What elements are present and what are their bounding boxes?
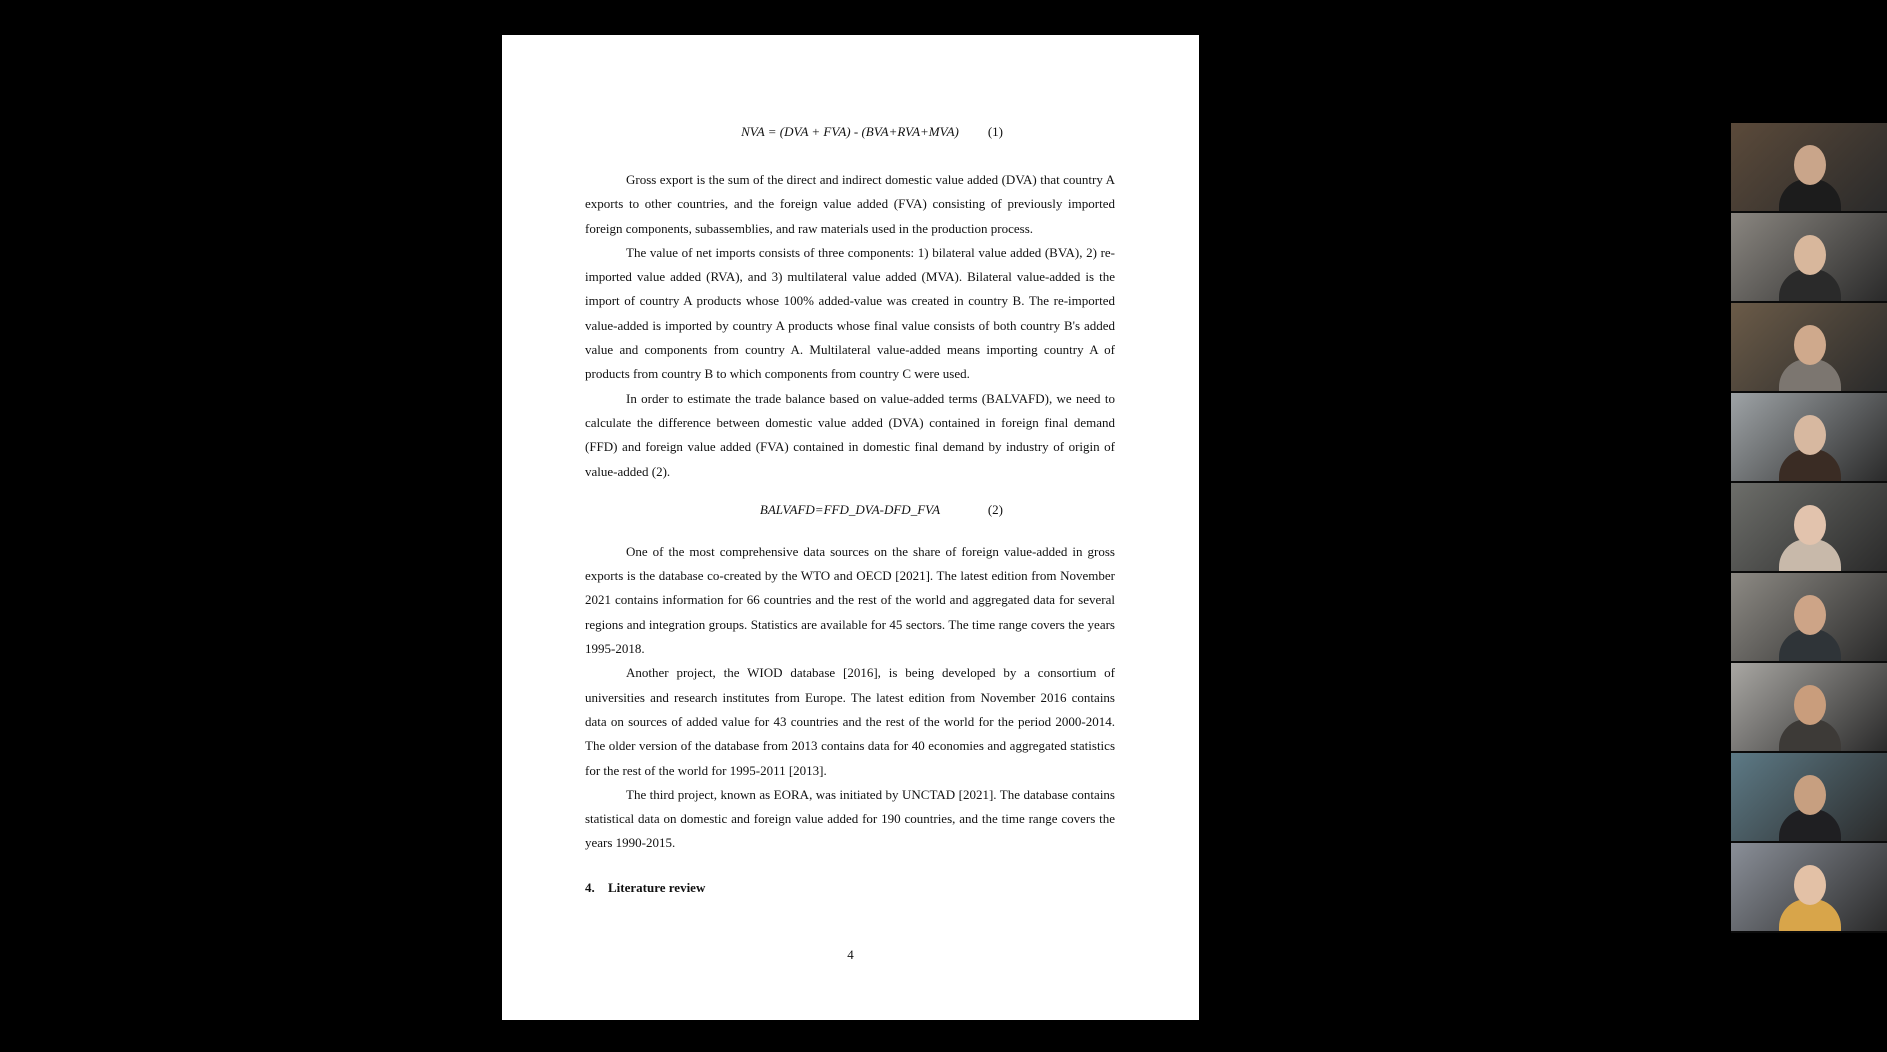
participant-face <box>1794 685 1826 725</box>
participant-video-tile[interactable] <box>1731 843 1887 931</box>
formula-1-number: (1) <box>987 124 1003 139</box>
participant-face <box>1794 505 1826 545</box>
formula-1-expression: NVA = (DVA + FVA) - (BVA+RVA+MVA) <box>741 124 959 139</box>
paragraph: Gross export is the sum of the direct and indirect domestic value added (DVA) that country A exports to other countries, and the foreign value added (FVA) consisting of previously imported foreign components, subassemblies, and raw materials used in the production process. <box>585 172 1115 236</box>
participant-video-tile[interactable] <box>1731 393 1887 481</box>
section-heading <box>585 876 1115 900</box>
participant-face <box>1794 325 1826 365</box>
paragraph: The third project, known as EORA, was initiated by UNCTAD [2021]. The database contains statistical data on domestic and foreign value added for 190 countries, and the time range covers the years 1990-2015. <box>585 786 1115 851</box>
participant-video-tile[interactable] <box>1731 123 1887 211</box>
section-title: Literature review <box>608 879 706 895</box>
formula-2-number: (2) <box>987 501 1003 517</box>
participant-video-tile[interactable] <box>1731 483 1887 571</box>
section-number: 4. <box>585 879 595 895</box>
participant-gallery[interactable] <box>1731 123 1887 933</box>
participant-face <box>1794 865 1826 905</box>
paragraph: Another project, the WIOD database [2016], is being developed by a consortium of universities and research institutes from Europe. The latest edition from November 2016 contains data on sources of added value for 43 countries and the rest of the world for the period 2000-2014. The older version of the database from 2013 contains data for 40 economies and aggregated statistics for the rest of the world for 1995-2011 [2013]. <box>585 665 1115 778</box>
participant-video-tile[interactable] <box>1731 753 1887 841</box>
paragraph: One of the most comprehensive data sources on the share of foreign value-added in gross exports is the database co-created by the WTO and OECD [2021]. The latest edition from November 2021 contains information for 66 countries and the rest of the world and aggregated data for several regions and integration groups. Statistics are available for 45 sectors. The time range covers the years 1995-2018. <box>585 543 1115 657</box>
formula-2-expression: BALVAFD=FFD_DVA-DFD_FVA <box>759 501 941 517</box>
participant-video-tile[interactable] <box>1731 303 1887 391</box>
formula-2 <box>585 498 1115 526</box>
participant-face <box>1794 145 1826 185</box>
paragraph: The value of net imports consists of three components: 1) bilateral value added (BVA), 2) re-imported value added (RVA), and 3) multilateral value added (MVA). Bilateral value-added is the import of country A products whose 100% added-value was created in country B. The re-imported value-added is imported by country A products whose final value consists of both country B's added value and components from country A. Multilateral value-added means importing country A of products from country B to which components from country C were used. <box>585 244 1115 382</box>
participant-video-tile[interactable] <box>1731 573 1887 661</box>
paragraph: In order to estimate the trade balance based on value-added terms (BALVAFD), we need to calculate the difference between domestic value added (DVA) contained in foreign final demand (FFD) and foreign value added (FVA) contained in domestic final demand by industry of origin of value-added (2). <box>585 390 1115 479</box>
participant-face <box>1794 595 1826 635</box>
participant-face <box>1794 235 1826 275</box>
document-content <box>585 115 1115 900</box>
participant-video-tile[interactable] <box>1731 213 1887 301</box>
document-page <box>502 35 1199 1020</box>
participant-video-tile[interactable] <box>1731 663 1887 751</box>
participant-face <box>1794 775 1826 815</box>
participant-face <box>1794 415 1826 455</box>
formula-1 <box>585 120 1115 148</box>
page-number: 4 <box>847 947 854 962</box>
